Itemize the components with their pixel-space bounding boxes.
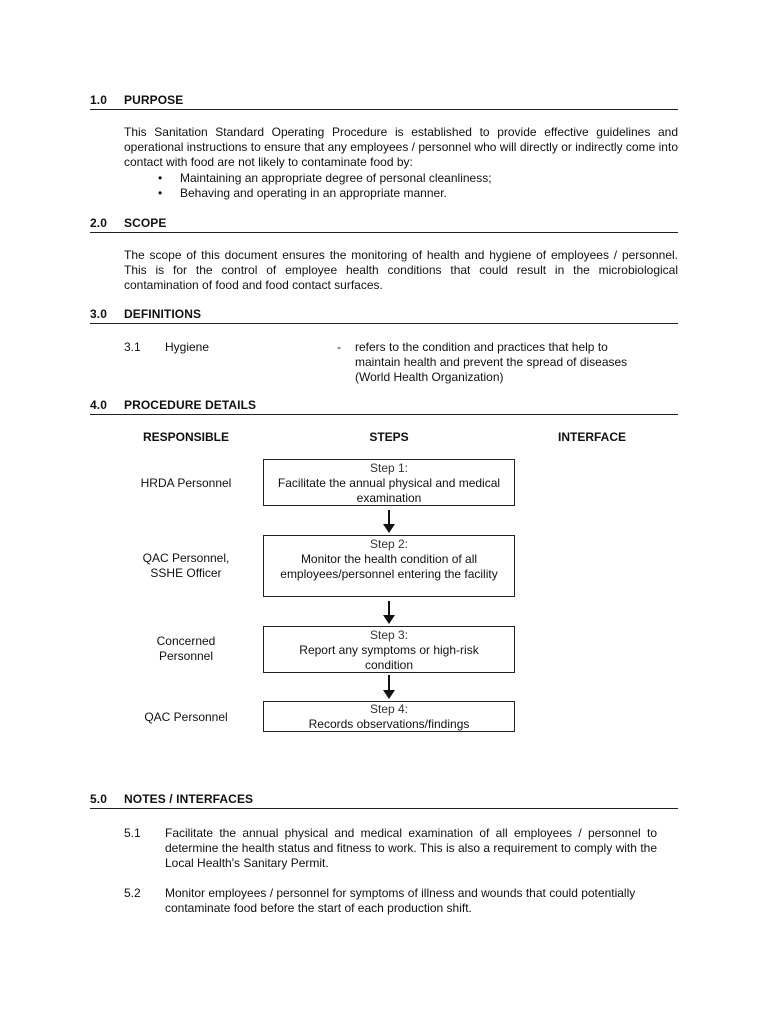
- section-scope-heading: [90, 216, 678, 233]
- list-item: [158, 171, 678, 186]
- responsible-cell: [106, 710, 266, 725]
- definition-line: maintain health and prevent the spread of diseases: [355, 355, 628, 369]
- column-header-responsible: RESPONSIBLE: [142, 430, 229, 444]
- note-number: 5.2: [124, 886, 141, 900]
- step-label: Step 3:: [369, 628, 409, 642]
- bullet-icon: •: [158, 171, 163, 185]
- section-heading: [90, 216, 678, 233]
- responsible-cell: [106, 476, 266, 491]
- column-header-steps: STEPS: [369, 430, 409, 444]
- step-label: Step 2:: [369, 537, 409, 551]
- note-number: 5.1: [124, 826, 141, 840]
- section-definitions-heading: [90, 307, 678, 324]
- flow-arrow-icon: [383, 601, 395, 624]
- column-header-interface: INTERFACE: [557, 430, 626, 444]
- definition-dash: -: [337, 340, 341, 354]
- section-title: SCOPE: [124, 216, 167, 230]
- section-notes-heading: [90, 792, 678, 809]
- note-text: Monitor employees / personnel for symptoms of illness and wounds that could potentially contaminate food before the start of each production shift.: [165, 886, 636, 915]
- section-title: PURPOSE: [124, 93, 184, 107]
- section-purpose-heading: [90, 93, 678, 110]
- bullet-text: Behaving and operating in an appropriate manner.: [180, 186, 447, 200]
- step-label: Step 4:: [369, 702, 409, 716]
- flow-step-box: [263, 459, 515, 506]
- section-procedure-heading: [90, 398, 678, 415]
- responsible-line: Concerned: [156, 634, 216, 648]
- section-title: NOTES / INTERFACES: [124, 792, 254, 806]
- step-text-line: Monitor the health condition of all: [300, 552, 478, 566]
- step-text-line: Report any symptoms or high-risk: [299, 643, 479, 657]
- flow-arrow-icon: [383, 510, 395, 533]
- bullet-icon: •: [158, 186, 163, 200]
- step-text-line: Records observations/findings: [308, 717, 470, 731]
- definition-line: (World Health Organization): [355, 370, 504, 384]
- definition-term: Hygiene: [165, 340, 210, 354]
- responsible-cell: [106, 634, 266, 664]
- flow-step-box: [263, 701, 515, 732]
- purpose-bullet-list: [158, 171, 678, 201]
- section-heading: [90, 792, 678, 809]
- responsible-line: Personnel: [158, 649, 214, 663]
- bullet-text: Maintaining an appropriate degree of personal cleanliness;: [180, 171, 492, 185]
- step-label: Step 1:: [369, 461, 409, 475]
- purpose-text: This Sanitation Standard Operating Procedure is established to provide effective guidelines and operational instructions to ensure that any employees / personnel who will directly or indirectly come into contact with food are not likely to contaminate food by:: [124, 125, 678, 169]
- responsible-line: QAC Personnel: [144, 710, 228, 724]
- note-text: Facilitate the annual physical and medical examination of all employees / personnel to determine the health status and fitness to work. This is also a requirement to comply with the Local Health's Sanitary Permit.: [165, 826, 657, 870]
- section-number: 2.0: [90, 216, 107, 230]
- responsible-line: HRDA Personnel: [140, 476, 232, 490]
- section-heading: [90, 307, 678, 324]
- flow-step-box: [263, 626, 515, 673]
- section-number: 1.0: [90, 93, 107, 107]
- responsible-line: SSHE Officer: [150, 566, 222, 580]
- section-title: DEFINITIONS: [124, 307, 202, 321]
- flow-step-box: [263, 535, 515, 597]
- step-text-line: Facilitate the annual physical and medical: [277, 476, 501, 490]
- definition-line: refers to the condition and practices that help to: [355, 340, 608, 354]
- responsible-line: QAC Personnel,: [142, 551, 230, 565]
- responsible-cell: [106, 551, 266, 581]
- step-text-line: condition: [364, 658, 414, 672]
- definition-text: [355, 340, 678, 385]
- section-heading: [90, 398, 678, 415]
- section-heading: [90, 93, 678, 110]
- section-title: PROCEDURE DETAILS: [124, 398, 257, 412]
- step-text-line: employees/personnel entering the facility: [280, 567, 498, 581]
- section-number: 3.0: [90, 307, 107, 321]
- flow-arrow-icon: [383, 675, 395, 699]
- list-item: [158, 186, 678, 201]
- section-number: 5.0: [90, 792, 107, 806]
- step-text-line: examination: [356, 491, 422, 505]
- scope-text: The scope of this document ensures the monitoring of health and hygiene of employees / personnel. This is for the control of employee health conditions that could result in the microbiological contamination of food and food contact surfaces.: [124, 248, 678, 292]
- section-number: 4.0: [90, 398, 107, 412]
- definition-number: 3.1: [124, 340, 141, 354]
